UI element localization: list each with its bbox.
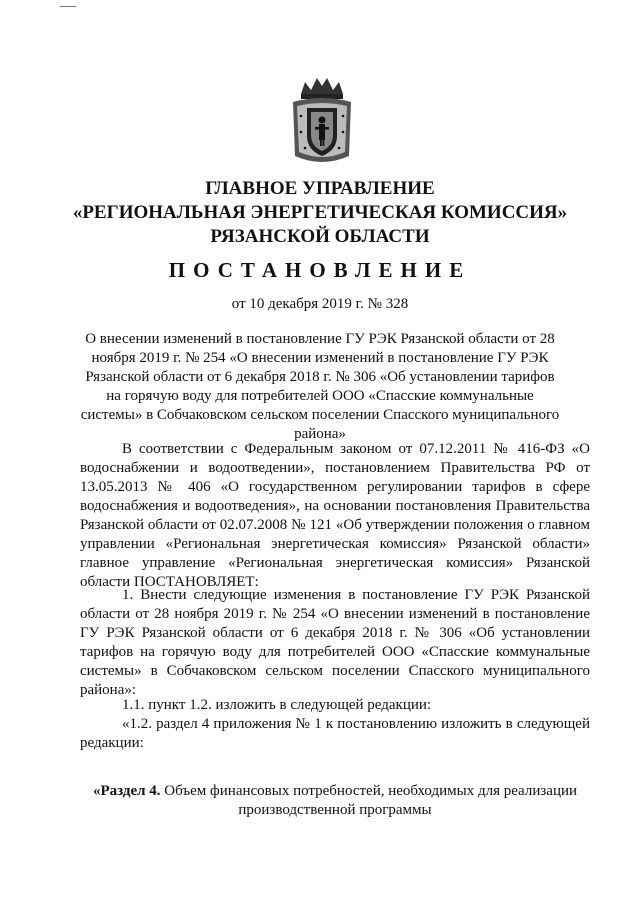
section-title-text: Объем финансовых потребностей, необходимых для реализации производственной программы [164, 783, 578, 818]
authority-name-line2: «РЕГИОНАЛЬНАЯ ЭНЕРГЕТИЧЕСКАЯ КОМИССИЯ» [72, 202, 568, 223]
document-type: ПОСТАНОВЛЕНИЕ [168, 258, 472, 282]
coat-of-arms-icon [287, 76, 357, 168]
authority-name-line3: РЯЗАНСКОЙ ОБЛАСТИ [210, 226, 430, 247]
clause-1-2: «1.2. раздел 4 приложения № 1 к постановлению изложить в следующей редакции: [80, 716, 590, 751]
clause-1-1: 1.1. пункт 1.2. изложить в следующей редакции: [122, 697, 432, 713]
document-subject: О внесении изменений в постановление ГУ РЭК Рязанской области от 28 ноября 2019 г. № 254 «О внесении изменений в постановление ГУ РЭК Рязанской области от 6 декабря 2018 г. № 306 «Об установлении тарифов на горячую воду для потребителей ООО «Спасские коммунальные системы» в Собчаковском сельском поселении Спасского муниципального района» [80, 331, 560, 442]
clause-1: 1. Внести следующие изменения в постановление ГУ РЭК Рязанской области от 28 ноября 2019 г. № 254 «О внесении изменений в постановление ГУ РЭК Рязанской области от 6 декабря 2018 г. № 306 «Об установлении тарифов на горячую воду для потребителей ООО «Спасские коммунальные системы» в Собчаковском сельском поселении Спасского муниципального района»: [80, 587, 590, 698]
document-date-number: от 10 декабря 2019 г. № 328 [231, 296, 409, 312]
section-heading [80, 782, 590, 820]
legal-basis-paragraph: В соответствии с Федеральным законом от 07.12.2011 № 416-ФЗ «О водоснабжении и водоотведении», постановлением Правительства РФ от 13.05.2013 № 406 «О государственном регулировании тарифов в сфере водоснабжения и водоотведения», на основании постановления Правительства Рязанской области от 02.07.2008 № 121 «Об утверждении положения о главном управлении «Региональная энергетическая комиссия» Рязанской области» главное управление «Региональная энергетическая комиссия» Рязанской области ПОСТАНОВЛЯЕТ: [80, 441, 590, 590]
section-label: «Раздел 4. [92, 783, 161, 799]
authority-name-line1: ГЛАВНОЕ УПРАВЛЕНИЕ [205, 178, 435, 199]
scan-mark [60, 6, 76, 7]
